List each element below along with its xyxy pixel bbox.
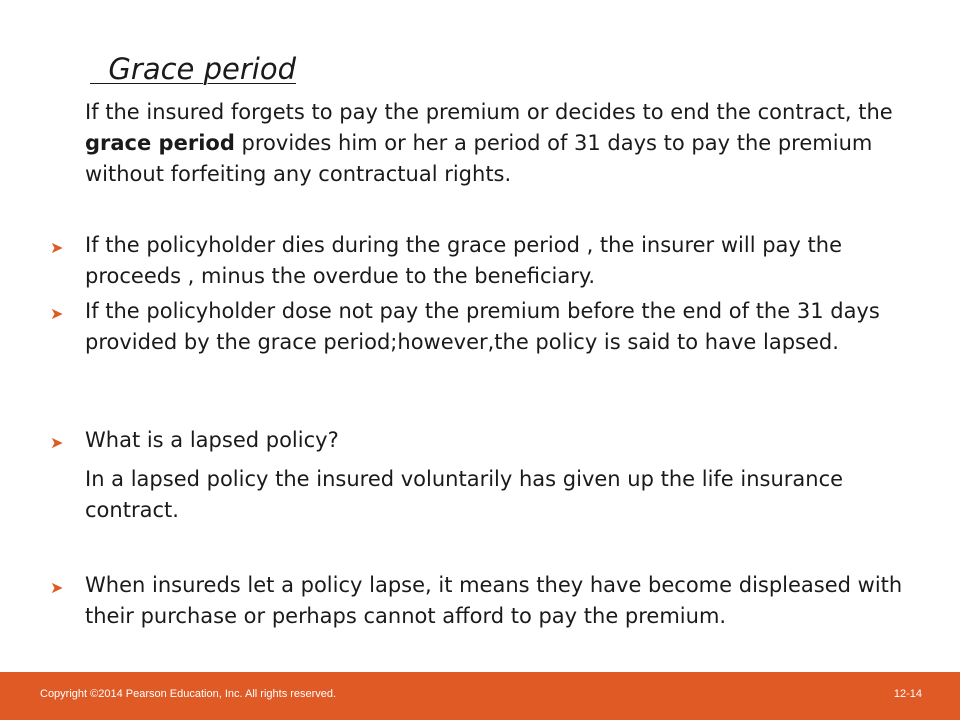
slide-title: Grace period: [90, 52, 296, 86]
copyright-text: Copyright ©2014 Pearson Education, Inc. All rights reserved.: [40, 688, 337, 700]
intro-text-end: provides him or her a period of 31 days to pay the premium without forfeiting any contractual rights.: [85, 131, 873, 186]
bullet-text: What is a lapsed policy?: [85, 428, 339, 452]
bullet-item: [50, 425, 930, 458]
bullet-item: [50, 570, 930, 632]
arrow-bullet-icon: ➤: [50, 578, 64, 597]
arrow-bullet-icon: ➤: [50, 304, 64, 323]
arrow-bullet-icon: ➤: [50, 238, 64, 257]
bullet-text: If the policyholder dies during the grace period , the insurer will pay the proceeds , minus the overdue to the beneficiary.: [85, 233, 842, 288]
bullet-text: When insureds let a policy lapse, it means they have become displeased with their purchase or perhaps cannot afford to pay the premium.: [85, 573, 903, 628]
footer-bar: [0, 672, 960, 720]
intro-bold-term: grace period: [85, 131, 235, 155]
intro-text-start: If the insured forgets to pay the premium or decides to end the contract, the: [85, 100, 893, 124]
arrow-bullet-icon: ➤: [50, 433, 64, 452]
answer-paragraph: In a lapsed policy the insured voluntarily has given up the life insurance contract.: [85, 467, 844, 522]
bullet-item: [50, 296, 930, 358]
bullet-text: If the policyholder dose not pay the premium before the end of the 31 days provided by the grace period;however,the policy is said to have lapsed.: [85, 299, 880, 354]
intro-paragraph: [85, 97, 915, 190]
page-number: 12-14: [893, 688, 922, 700]
bullet-item: [50, 230, 930, 292]
